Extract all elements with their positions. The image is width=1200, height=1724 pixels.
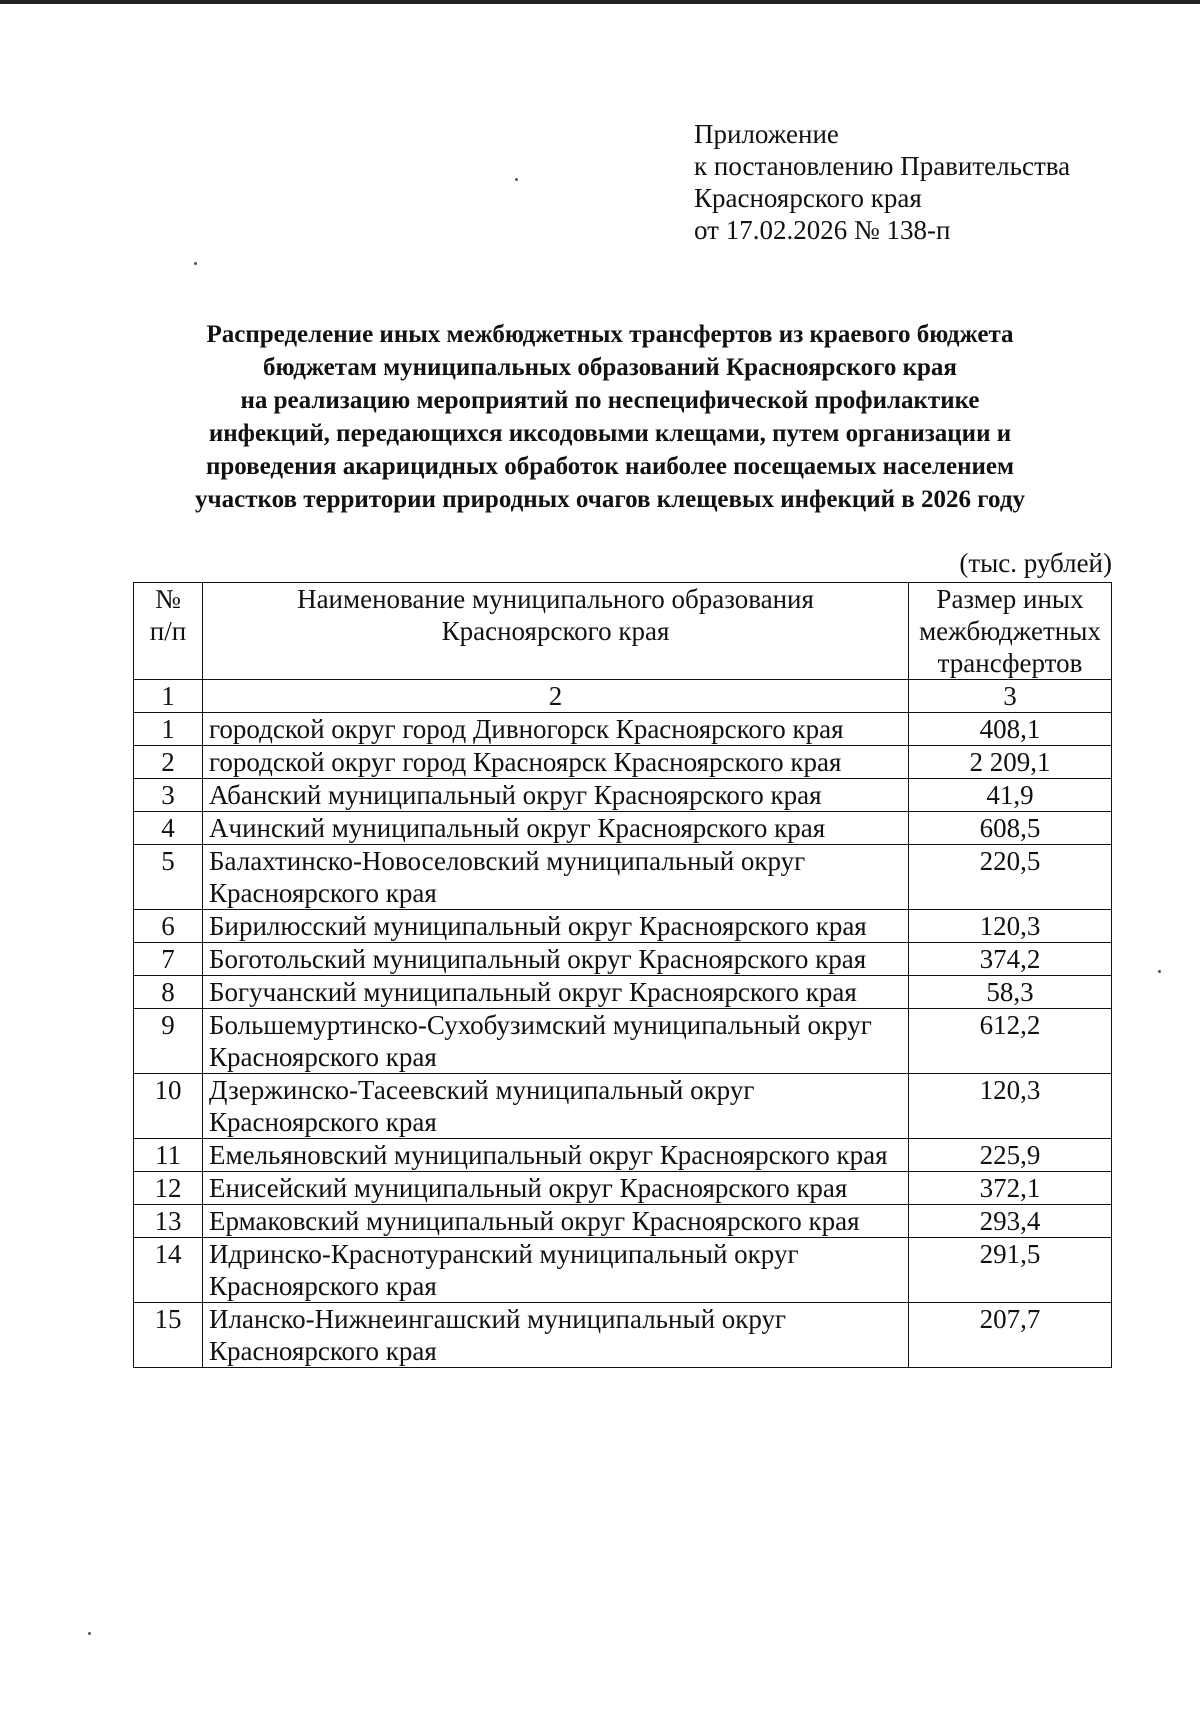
- column-number: 3: [909, 680, 1112, 713]
- table-body: [134, 713, 1112, 1368]
- row-transfer-amount: 120,3: [909, 910, 1112, 943]
- scan-top-edge: [0, 0, 1200, 4]
- row-number: 11: [134, 1139, 203, 1172]
- annex-block: [694, 118, 1070, 246]
- table-row: [134, 1303, 1112, 1368]
- document-title: [130, 318, 1090, 516]
- row-number: 2: [134, 746, 203, 779]
- table-row: [134, 746, 1112, 779]
- annex-line: к постановлению Правительства: [694, 151, 1071, 181]
- annex-date-number: от 17.02.2026 № 138-п: [694, 215, 951, 245]
- table-row: [134, 976, 1112, 1009]
- row-transfer-amount: 225,9: [909, 1139, 1112, 1172]
- header-name-line: Наименование муниципального образования: [297, 584, 814, 614]
- row-municipality-name: Енисейский муниципальный округ Красноярского края: [203, 1172, 909, 1205]
- row-municipality-name: Дзержинско-Тасеевский муниципальный округ Красноярского края: [203, 1074, 909, 1139]
- title-line: проведения акарицидных обработок наиболее посещаемых населением: [205, 453, 1015, 480]
- header-value: [909, 583, 1112, 680]
- header-number-line: п/п: [149, 616, 187, 646]
- column-number: 2: [203, 680, 909, 713]
- row-transfer-amount: 2 209,1: [909, 746, 1112, 779]
- row-municipality-name: Идринско-Краснотуранский муниципальный округ Красноярского края: [203, 1238, 909, 1303]
- row-municipality-name: Богучанский муниципальный округ Красноярского края: [203, 976, 909, 1009]
- row-number: 3: [134, 779, 203, 812]
- row-transfer-amount: 41,9: [909, 779, 1112, 812]
- row-number: 4: [134, 812, 203, 845]
- table-row: [134, 1139, 1112, 1172]
- row-transfer-amount: 372,1: [909, 1172, 1112, 1205]
- header-number: [134, 583, 203, 680]
- table-row: [134, 1205, 1112, 1238]
- scan-speck: [194, 262, 197, 265]
- table-row: [134, 845, 1112, 910]
- row-number: 7: [134, 943, 203, 976]
- table-row: [134, 779, 1112, 812]
- annex-line: Красноярского края: [694, 183, 922, 213]
- row-municipality-name: Абанский муниципальный округ Красноярского края: [203, 779, 909, 812]
- row-number: 5: [134, 845, 203, 910]
- row-transfer-amount: 608,5: [909, 812, 1112, 845]
- row-number: 9: [134, 1009, 203, 1074]
- transfers-table: [133, 582, 1112, 1368]
- title-line: бюджетам муниципальных образований Красноярского края: [263, 354, 957, 381]
- row-number: 6: [134, 910, 203, 943]
- row-transfer-amount: 120,3: [909, 1074, 1112, 1139]
- title-line: Распределение иных межбюджетных трансфертов из краевого бюджета: [206, 321, 1014, 348]
- row-municipality-name: Балахтинско-Новоселовский муниципальный округ Красноярского края: [203, 845, 909, 910]
- table-row: [134, 1074, 1112, 1139]
- row-number: 15: [134, 1303, 203, 1368]
- row-municipality-name: Ачинский муниципальный округ Красноярского края: [203, 812, 909, 845]
- column-number-row: [134, 680, 1112, 713]
- table-row: [134, 943, 1112, 976]
- table-row: [134, 1172, 1112, 1205]
- table-header-row: [134, 583, 1112, 680]
- table-row: [134, 1238, 1112, 1303]
- row-municipality-name: Большемуртинско-Сухобузимский муниципальный округ Красноярского края: [203, 1009, 909, 1074]
- row-number: 8: [134, 976, 203, 1009]
- table-row: [134, 910, 1112, 943]
- scan-speck: [88, 1632, 91, 1635]
- annex-line: Приложение: [694, 119, 839, 149]
- row-municipality-name: Боготольский муниципальный округ Красноярского края: [203, 943, 909, 976]
- title-line: участков территории природных очагов клещевых инфекций в 2026 году: [195, 486, 1025, 513]
- row-municipality-name: Ермаковский муниципальный округ Красноярского края: [203, 1205, 909, 1238]
- header-name-line: Красноярского края: [441, 616, 670, 646]
- units-note: (тыс. рублей): [959, 548, 1112, 578]
- header-value-line: межбюджетных: [919, 616, 1101, 646]
- row-number: 12: [134, 1172, 203, 1205]
- title-line: инфекций, передающихся иксодовыми клещами, путем организации и: [208, 420, 1012, 447]
- row-number: 1: [134, 713, 203, 746]
- table-row: [134, 713, 1112, 746]
- row-transfer-amount: 291,5: [909, 1238, 1112, 1303]
- row-transfer-amount: 612,2: [909, 1009, 1112, 1074]
- header-name: [203, 583, 909, 680]
- row-number: 14: [134, 1238, 203, 1303]
- row-municipality-name: городской округ город Дивногорск Красноярского края: [203, 713, 909, 746]
- row-transfer-amount: 374,2: [909, 943, 1112, 976]
- row-municipality-name: Емельяновский муниципальный округ Красноярского края: [203, 1139, 909, 1172]
- row-municipality-name: Бирилюсский муниципальный округ Красноярского края: [203, 910, 909, 943]
- row-municipality-name: городской округ город Красноярск Красноярского края: [203, 746, 909, 779]
- row-transfer-amount: 408,1: [909, 713, 1112, 746]
- row-number: 10: [134, 1074, 203, 1139]
- row-transfer-amount: 207,7: [909, 1303, 1112, 1368]
- row-transfer-amount: 220,5: [909, 845, 1112, 910]
- scan-speck: [1158, 970, 1161, 973]
- row-transfer-amount: 293,4: [909, 1205, 1112, 1238]
- table-row: [134, 1009, 1112, 1074]
- header-value-line: Размер иных: [936, 584, 1084, 614]
- row-number: 13: [134, 1205, 203, 1238]
- column-number: 1: [134, 680, 203, 713]
- header-value-line: трансфертов: [937, 648, 1083, 678]
- table-row: [134, 812, 1112, 845]
- row-municipality-name: Иланско-Нижнеингашский муниципальный округ Красноярского края: [203, 1303, 909, 1368]
- header-number-line: №: [155, 584, 181, 614]
- scan-speck: [515, 178, 518, 181]
- row-transfer-amount: 58,3: [909, 976, 1112, 1009]
- title-line: на реализацию мероприятий по неспецифической профилактике: [240, 387, 980, 414]
